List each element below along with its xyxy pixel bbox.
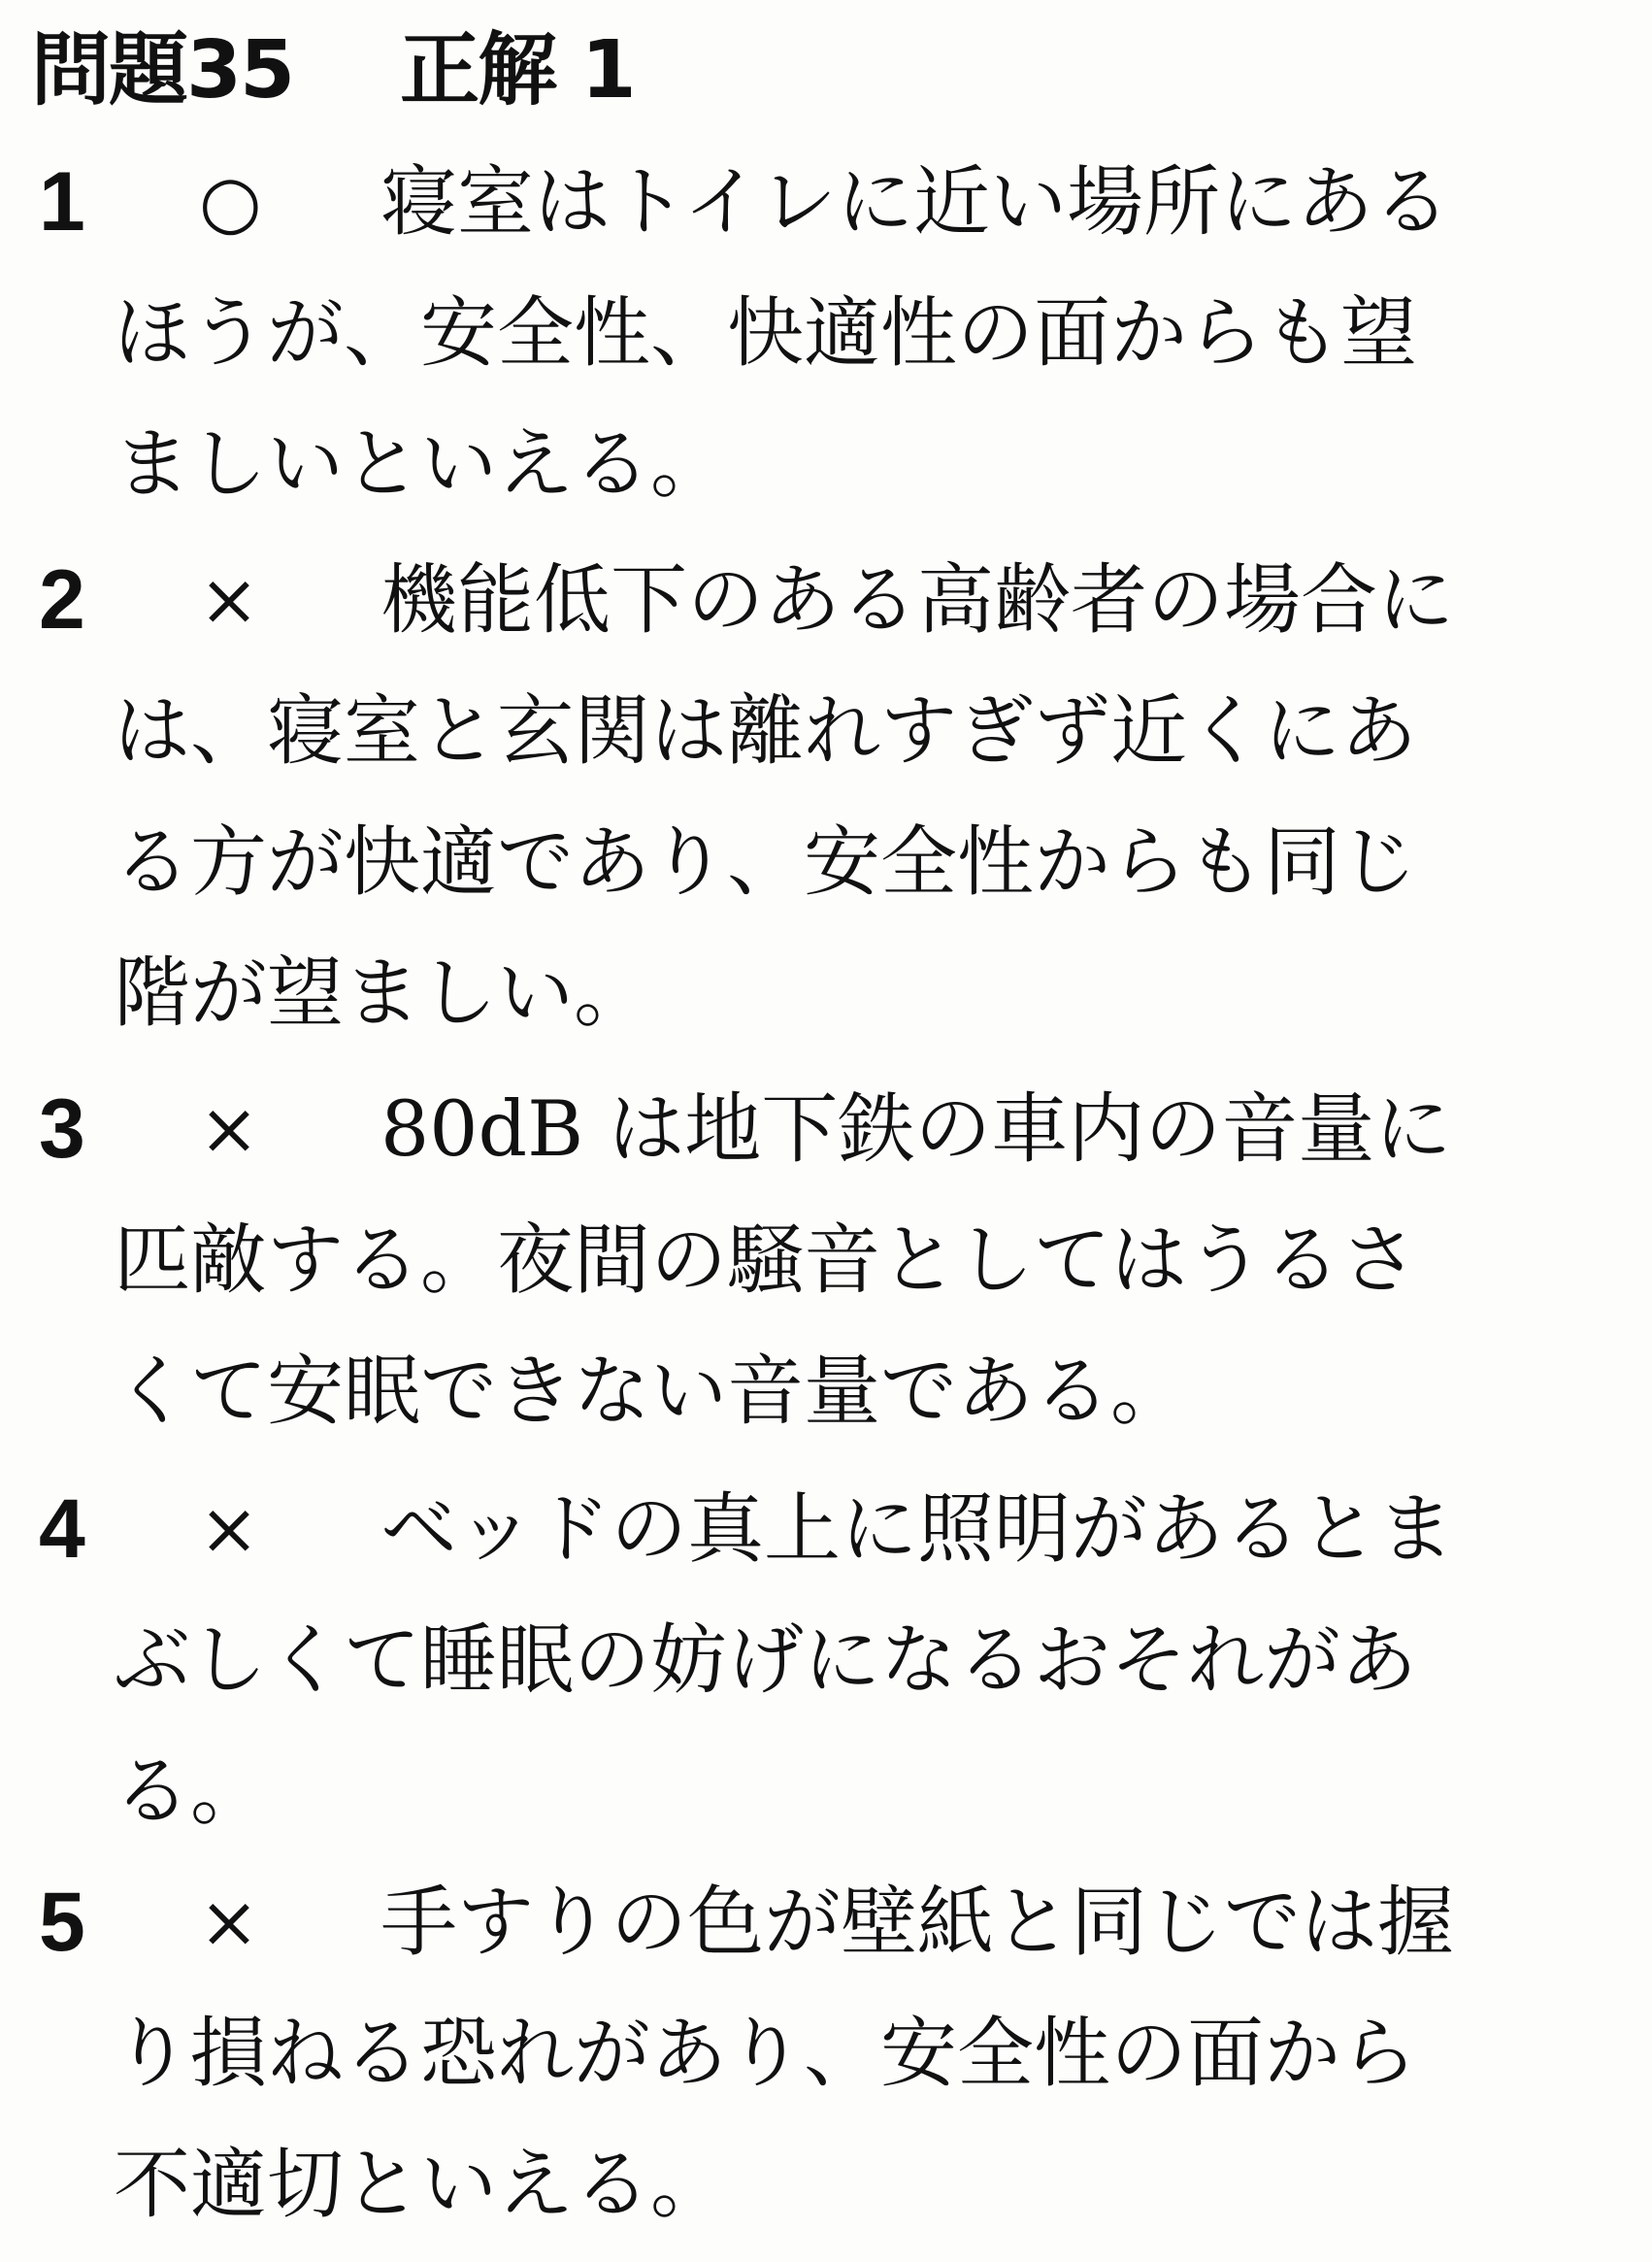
page-title [31,17,635,124]
explanation-line: ベッドの真上に照明があるとま [380,1483,1454,1574]
circle-mark: ○ [199,160,262,244]
explanation-line: くて安眠できない音量である。 [114,1346,1187,1436]
cross-mark: × [199,558,260,642]
explanation-line: 階が望ましい。 [114,948,650,1038]
cross-mark: × [199,1487,260,1571]
item-number: 3 [39,1082,85,1176]
explanation-line: ぶしくて睡眠の妨げになるおそれがあ [114,1614,1417,1705]
explanation-line: 寝室はトイレに近い場所にある [380,156,1451,247]
explanation-line: 匹敵する。夜間の騒音としてはうるさ [114,1214,1417,1305]
explanation-line: ましいといえる。 [114,418,727,509]
cross-mark: × [199,1880,260,1964]
explanation-line: 手すりの色が壁紙と同じでは握 [380,1877,1454,1967]
explanation-line: は、寝室と玄関は離れすぎず近くにあ [114,685,1417,776]
explanation-line: ほうが、安全性、快適性の面からも望 [114,287,1417,378]
cross-mark: × [199,1087,260,1171]
item-number: 2 [39,553,85,647]
correct-answer: 正解 1 [400,24,635,116]
explanation-line: 機能低下のある高齢者の場合に [380,554,1454,645]
explanation-line: 不適切といえる。 [114,2139,727,2229]
explanation-line: る方が快適であり、安全性からも同じ [114,816,1417,907]
item-number: 1 [39,155,85,249]
question-number: 問題35 [31,24,294,116]
explanation-line: り損ねる恐れがあり、安全性の面から [114,2008,1417,2098]
item-number: 5 [39,1876,85,1969]
explanation-line: る。 [114,1746,267,1836]
item-number: 4 [39,1482,85,1576]
explanation-line: 80dB は地下鉄の車内の音量に [380,1083,1452,1174]
